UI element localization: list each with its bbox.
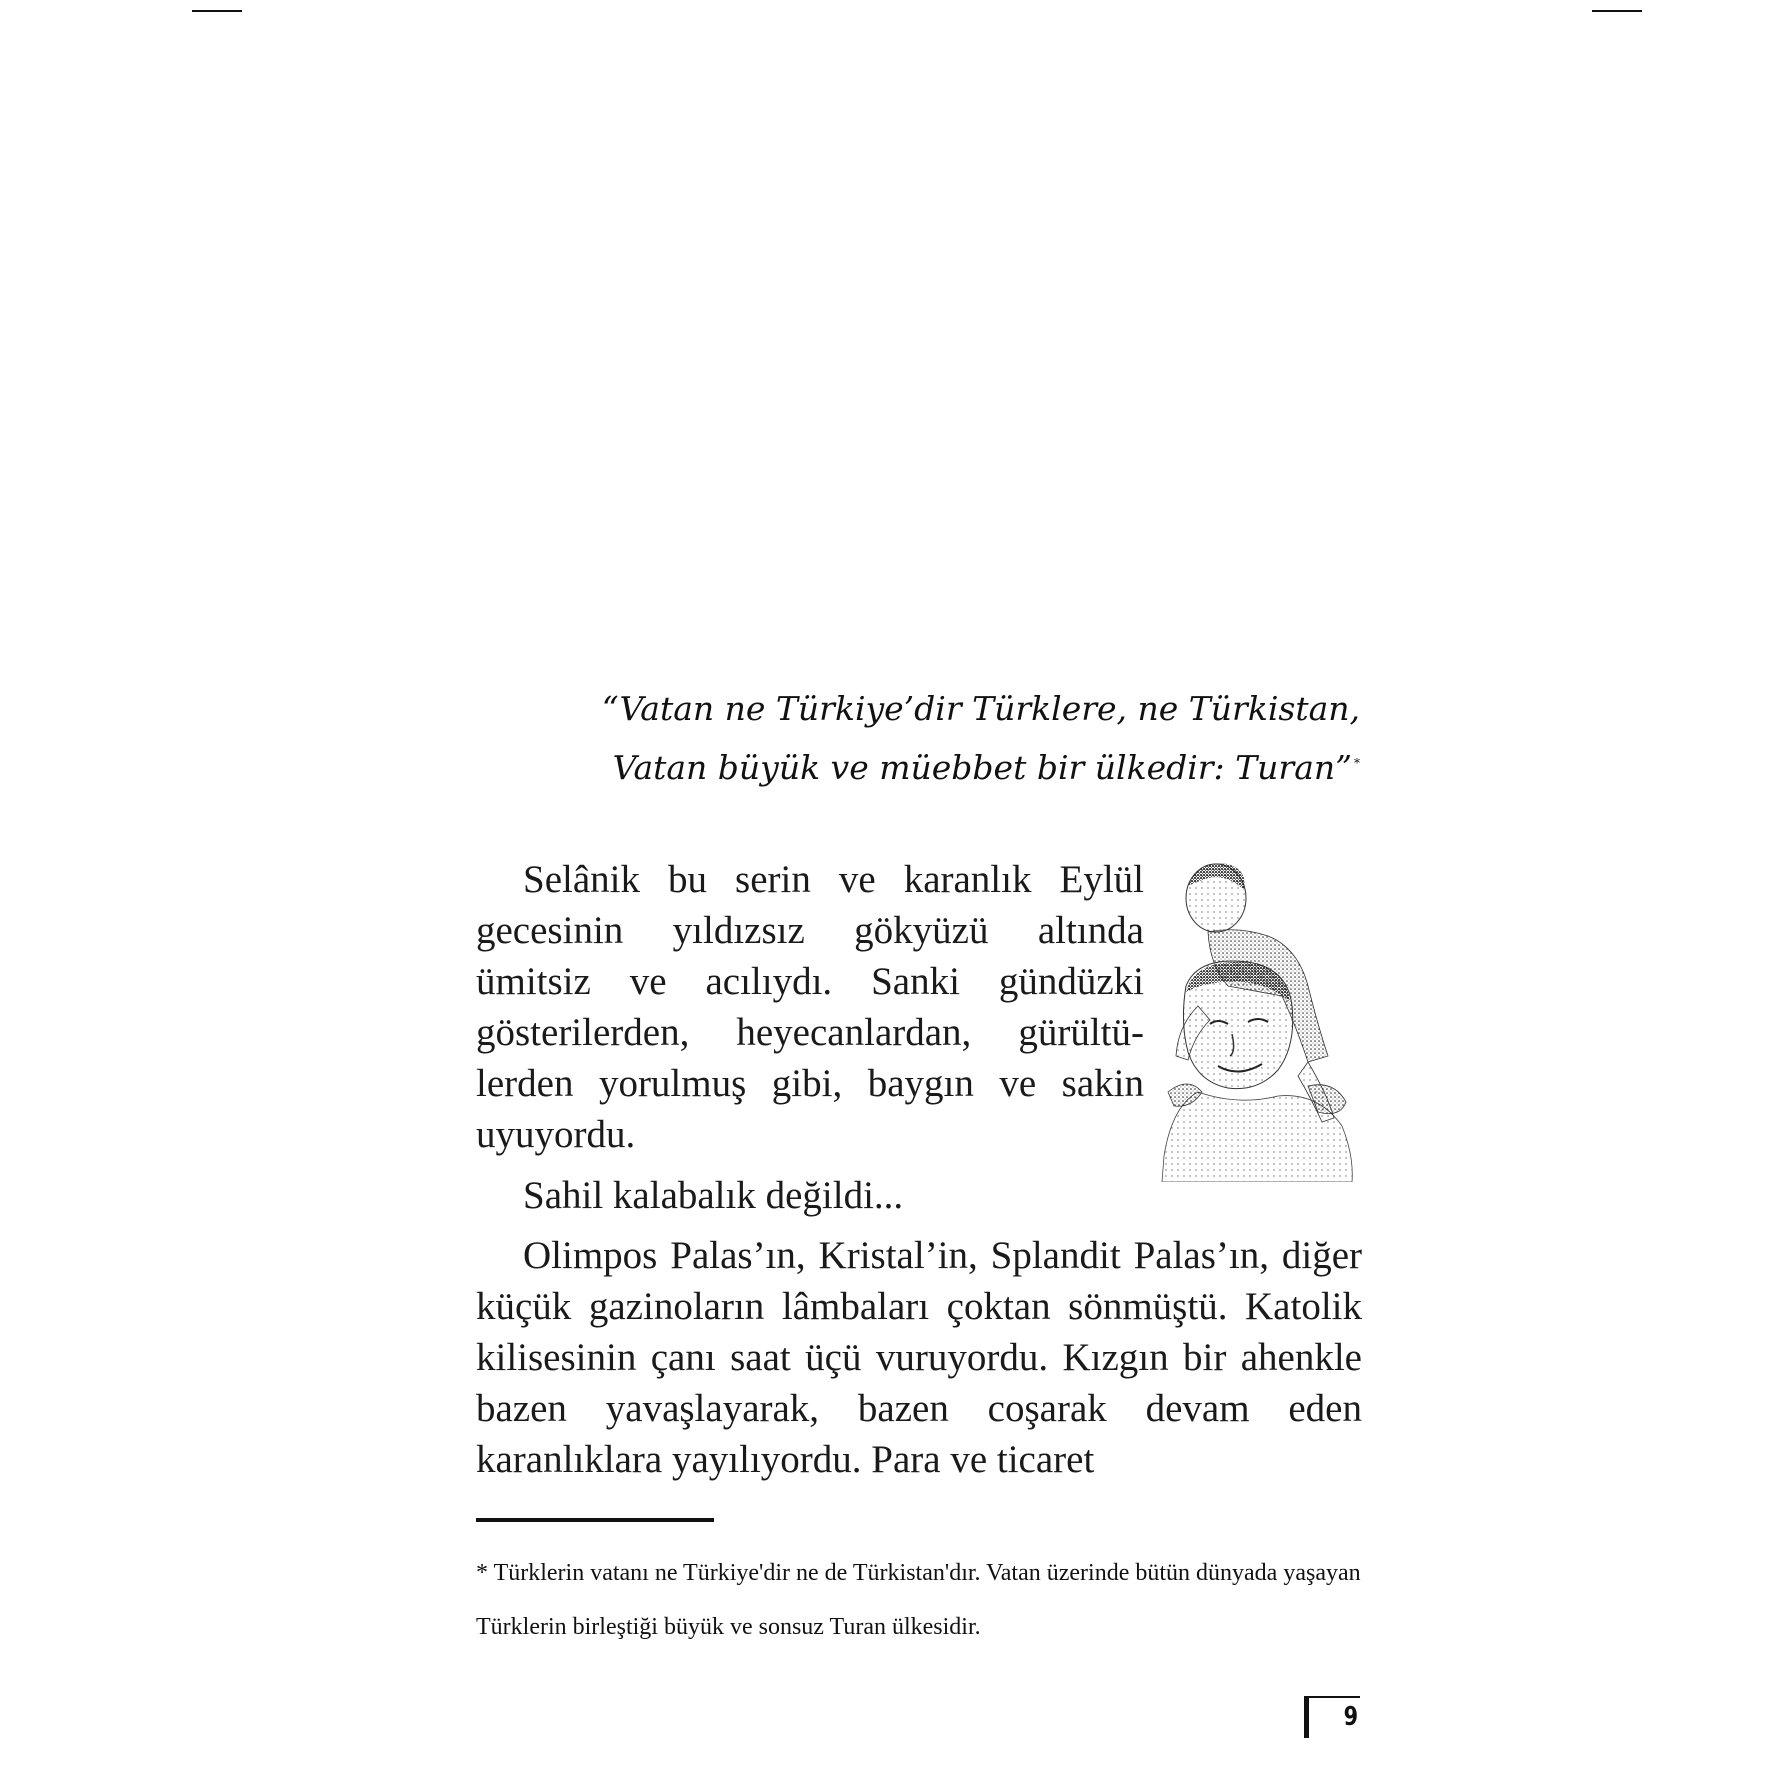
father-carrying-child-sketch-icon — [1158, 856, 1358, 1182]
crop-mark-right — [1592, 10, 1642, 12]
page-marker-horizontal-bar — [1304, 1696, 1360, 1698]
paragraph-3: Olimpos Palas’ın, Kristal’in, Splandit Palas’ın, diğer küçük gazinoların lâmbaları çoktan sönmüştü. Katolik kilisesinin çanı saat üçü vuruyordu. Kızgın bir ahenkle bazen yavaşlayarak, bazen coşarak devam eden karanlıklara yayılıyordu. Para ve ticaret — [476, 1234, 1362, 1481]
epigraph — [560, 682, 1360, 795]
footnote-marker: * — [1354, 756, 1360, 770]
crop-mark-left — [192, 10, 242, 12]
page-number: 9 — [1343, 1702, 1358, 1732]
paragraph-1: Selânik bu serin ve karanlık Eylül gecesinin yıldızsız gökyüzü altında ümitsiz ve acılıydı. Sanki gündüzki gösterilerden, heyecanlardan, gürültülerden yorulmuş gibi, baygın ve sakin uyuyordu. — [476, 858, 1144, 1156]
footnote: * Türklerin vatanı ne Türkiye'dir ne de Türkistan'dır. Vatan üzerinde bütün dünyada yaşayan Türklerin birleştiği büyük ve sonsuz Turan ülkesidir. — [476, 1560, 1361, 1640]
page-marker-vertical-bar — [1304, 1696, 1309, 1738]
epigraph-line-2-text: Vatan büyük ve müebbet bir ülkedir: Turan” — [612, 748, 1352, 787]
paragraph-2: Sahil kalabalık değildi... — [523, 1174, 904, 1217]
epigraph-line-1: “Vatan ne Türkiye’dir Türklere, ne Türkistan, — [601, 689, 1360, 728]
footnote-divider — [476, 1518, 714, 1522]
epigraph-line-2 — [560, 736, 1360, 795]
page-number-marker — [1304, 1696, 1360, 1738]
